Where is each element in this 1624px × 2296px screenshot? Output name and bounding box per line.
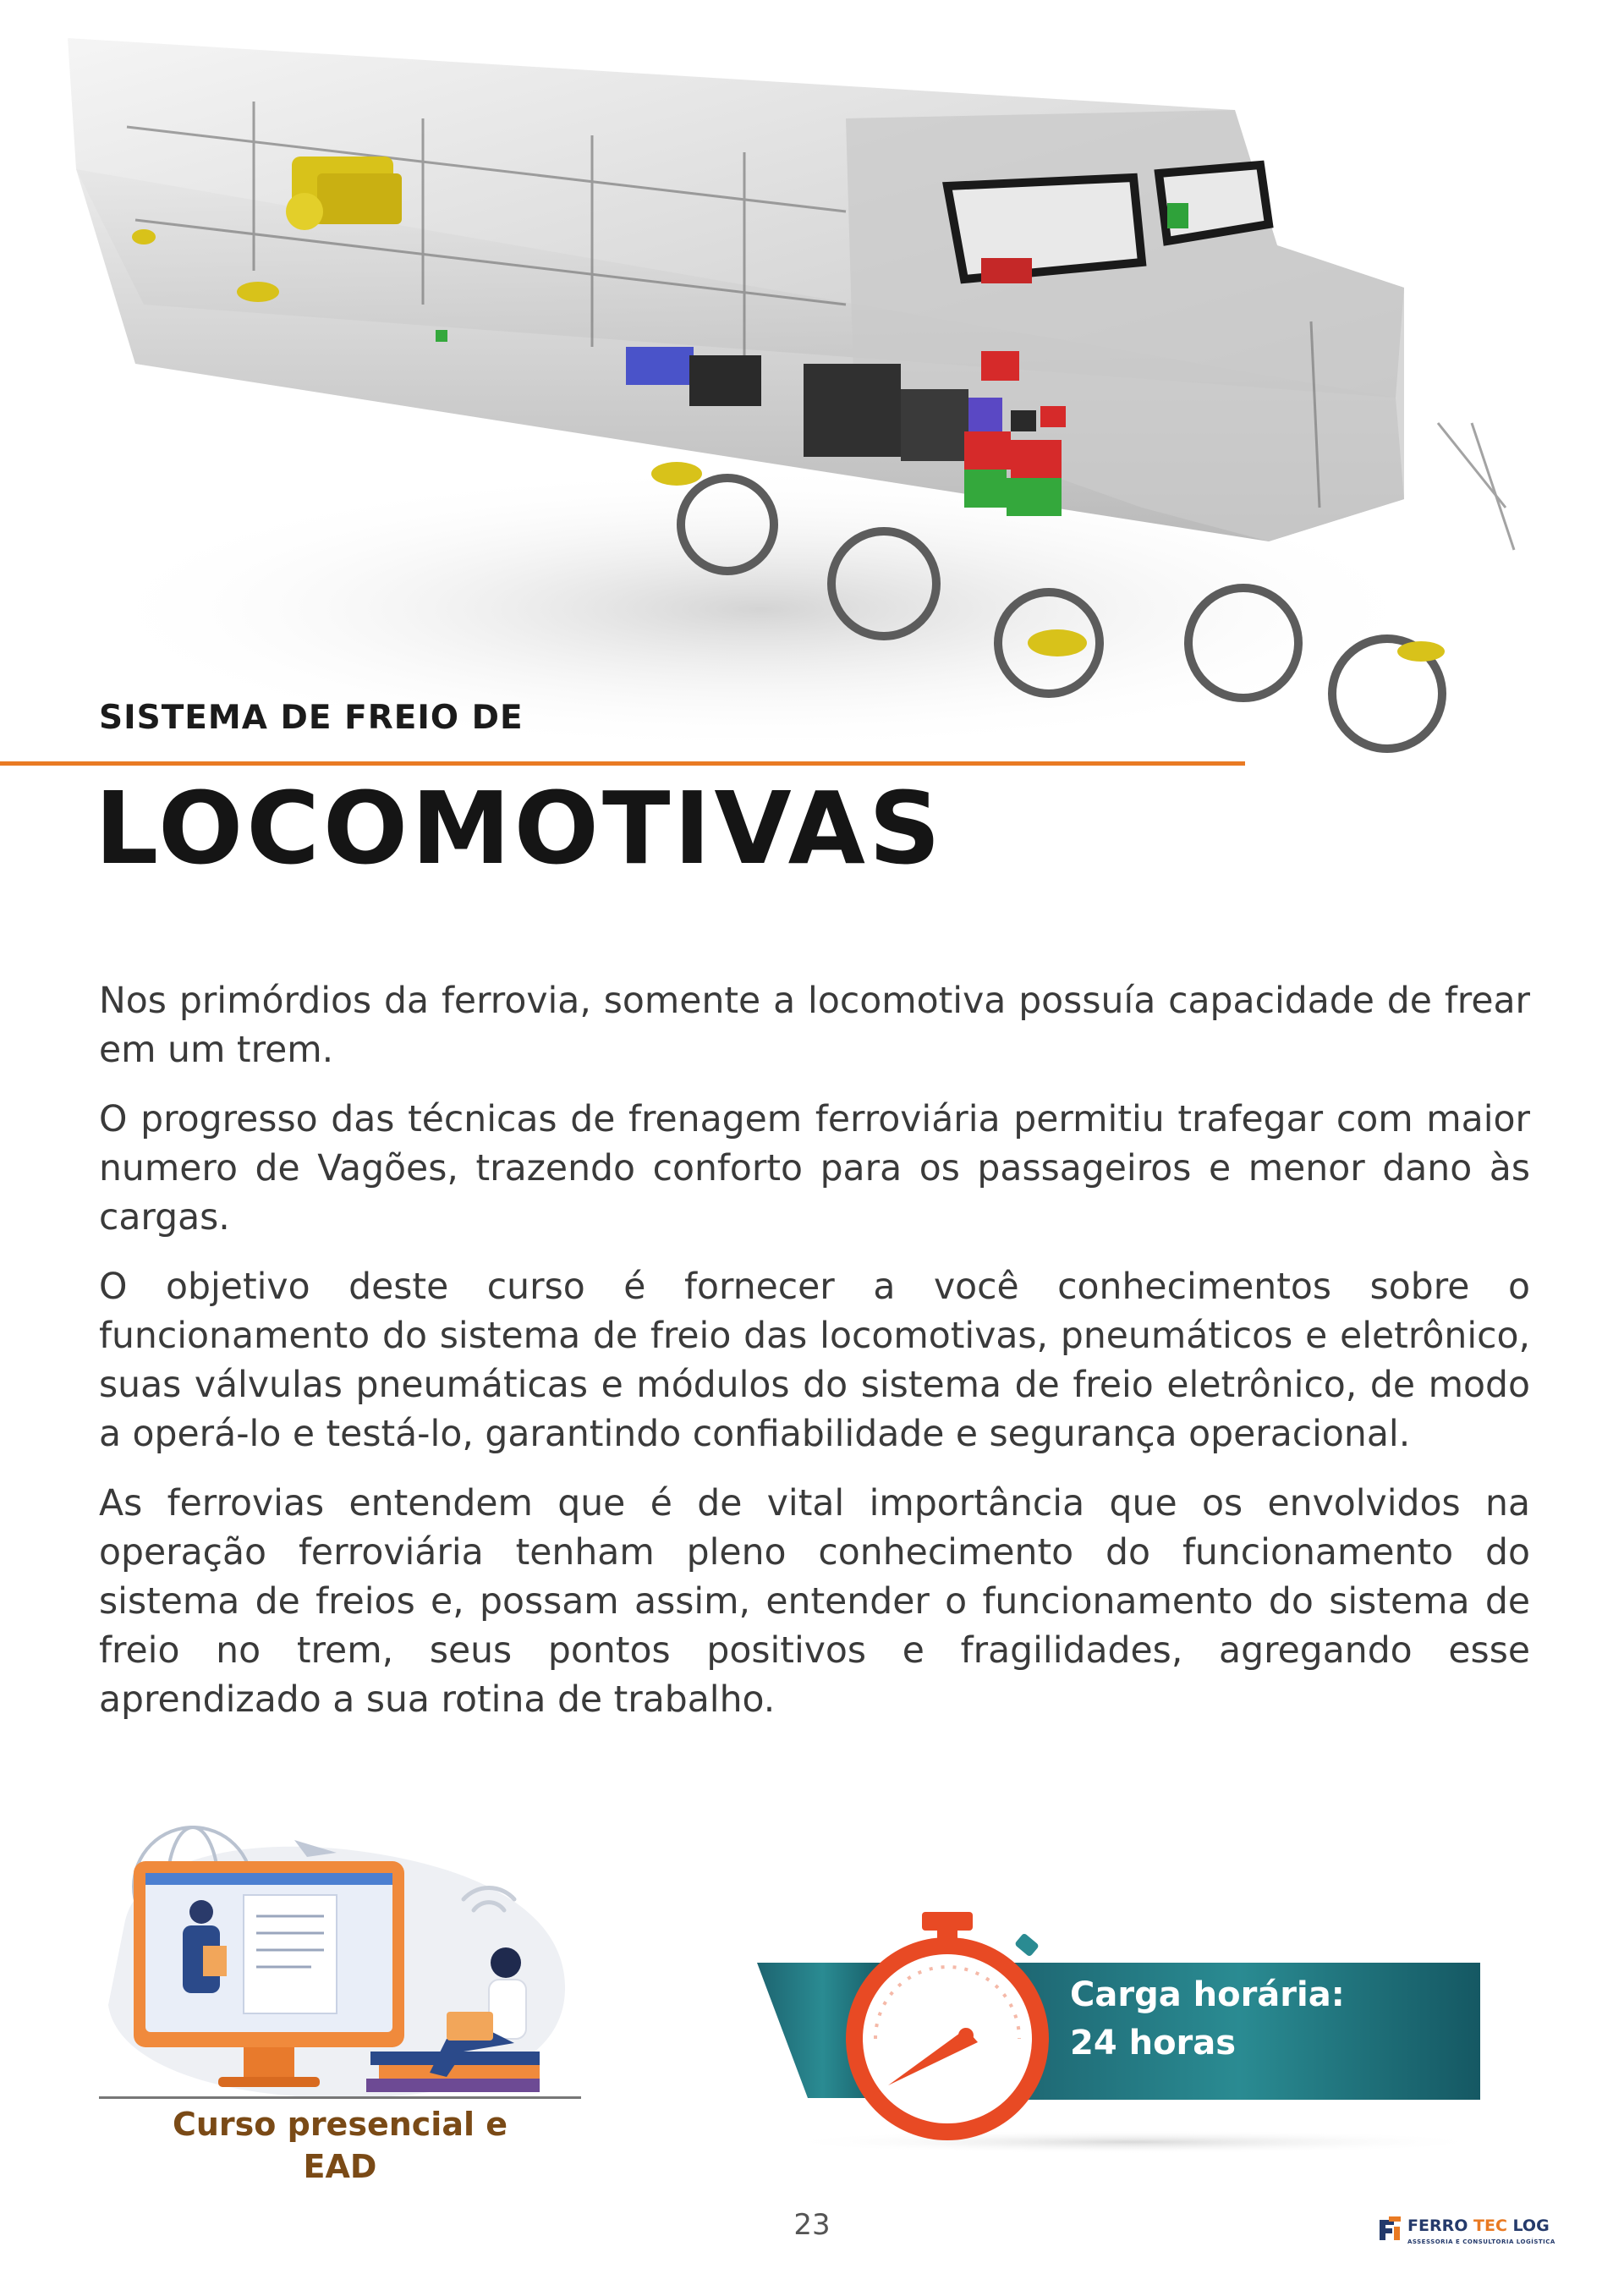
workload-value: 24 horas <box>1070 2024 1237 2063</box>
brand-name-part: LOG <box>1506 2216 1550 2235</box>
instructor-head <box>189 1900 213 1924</box>
student-head <box>491 1947 521 1978</box>
title-underline <box>0 761 1245 766</box>
course-mode-line1: Curso presencial e <box>172 2106 508 2143</box>
brand-name-part: FERRO <box>1407 2216 1473 2235</box>
cab-window-left <box>947 178 1142 279</box>
instructor-clipboard <box>203 1946 227 1976</box>
brand-mark-icon <box>1377 2215 1402 2244</box>
student-laptop <box>447 2012 493 2041</box>
black-module-2 <box>804 364 901 457</box>
paragraph: O progresso das técnicas de frenagem ferroviária permitiu trafegar com maior numero de Vagões, trazendo conforto para os passageiros e menor dano às cargas. <box>99 1099 1530 1239</box>
brand-name <box>1407 2216 1550 2235</box>
page-number: 23 <box>793 2208 831 2242</box>
student-body <box>489 1980 526 2039</box>
course-mode-line2: EAD <box>303 2148 377 2185</box>
monitor-stand <box>244 2047 294 2081</box>
online-course-illustration <box>91 1819 590 2106</box>
blue-module <box>626 347 694 385</box>
page-title: LOCOMOTIVAS <box>95 770 944 887</box>
banner-shadow <box>778 2130 1489 2154</box>
paragraph: Nos primórdios da ferrovia, somente a locomotiva possuía capacidade de frear em um trem. <box>99 980 1530 1071</box>
stopwatch-icon <box>846 1912 1049 2140</box>
paragraph: O objetivo deste curso é fornecer a você conhecimentos sobre o funcionamento do sistema de freio das locomotivas, pneumáticos e eletrônico, suas válvulas pneumáticas e módulos do sistema de freio eletrônico, de modo a operá-lo e testá-lo, garantindo confiabilidade e segurança operacional. <box>99 1266 1530 1455</box>
brand-tagline: ASSESSORIA E CONSULTORIA LOGÍSTICA <box>1407 2238 1555 2245</box>
screen-titlebar <box>145 1873 392 1885</box>
course-mode-label <box>99 2103 581 2188</box>
book <box>366 2079 540 2092</box>
workload-label: Carga horária: <box>1070 1975 1345 2014</box>
book <box>379 2065 540 2079</box>
black-module-1 <box>689 355 761 406</box>
course-mode-divider <box>99 2096 581 2099</box>
paragraph: As ferrovias entendem que é de vital importância que os envolvidos na operação ferroviária tenham pleno conhecimento do funcionamento do sistema de freios e, possam assim, entender o funcionamento do sistema de freio no trem, seus pontos positivos e fragilidades, agregando esse aprendizado a sua rotina de trabalho. <box>99 1483 1530 1721</box>
intro-text <box>99 977 1530 1745</box>
workload-text <box>1070 1971 1345 2068</box>
brand-name-accent: TEC <box>1473 2216 1507 2235</box>
black-module-3 <box>901 389 968 461</box>
page-kicker: SISTEMA DE FREIO DE <box>99 699 524 737</box>
screen-document <box>244 1895 337 2013</box>
cab-control-red <box>981 258 1032 283</box>
small-green-part <box>436 330 447 342</box>
monitor-base <box>218 2077 320 2087</box>
cab-indicator-green <box>1167 203 1188 228</box>
engine-block <box>286 157 402 230</box>
